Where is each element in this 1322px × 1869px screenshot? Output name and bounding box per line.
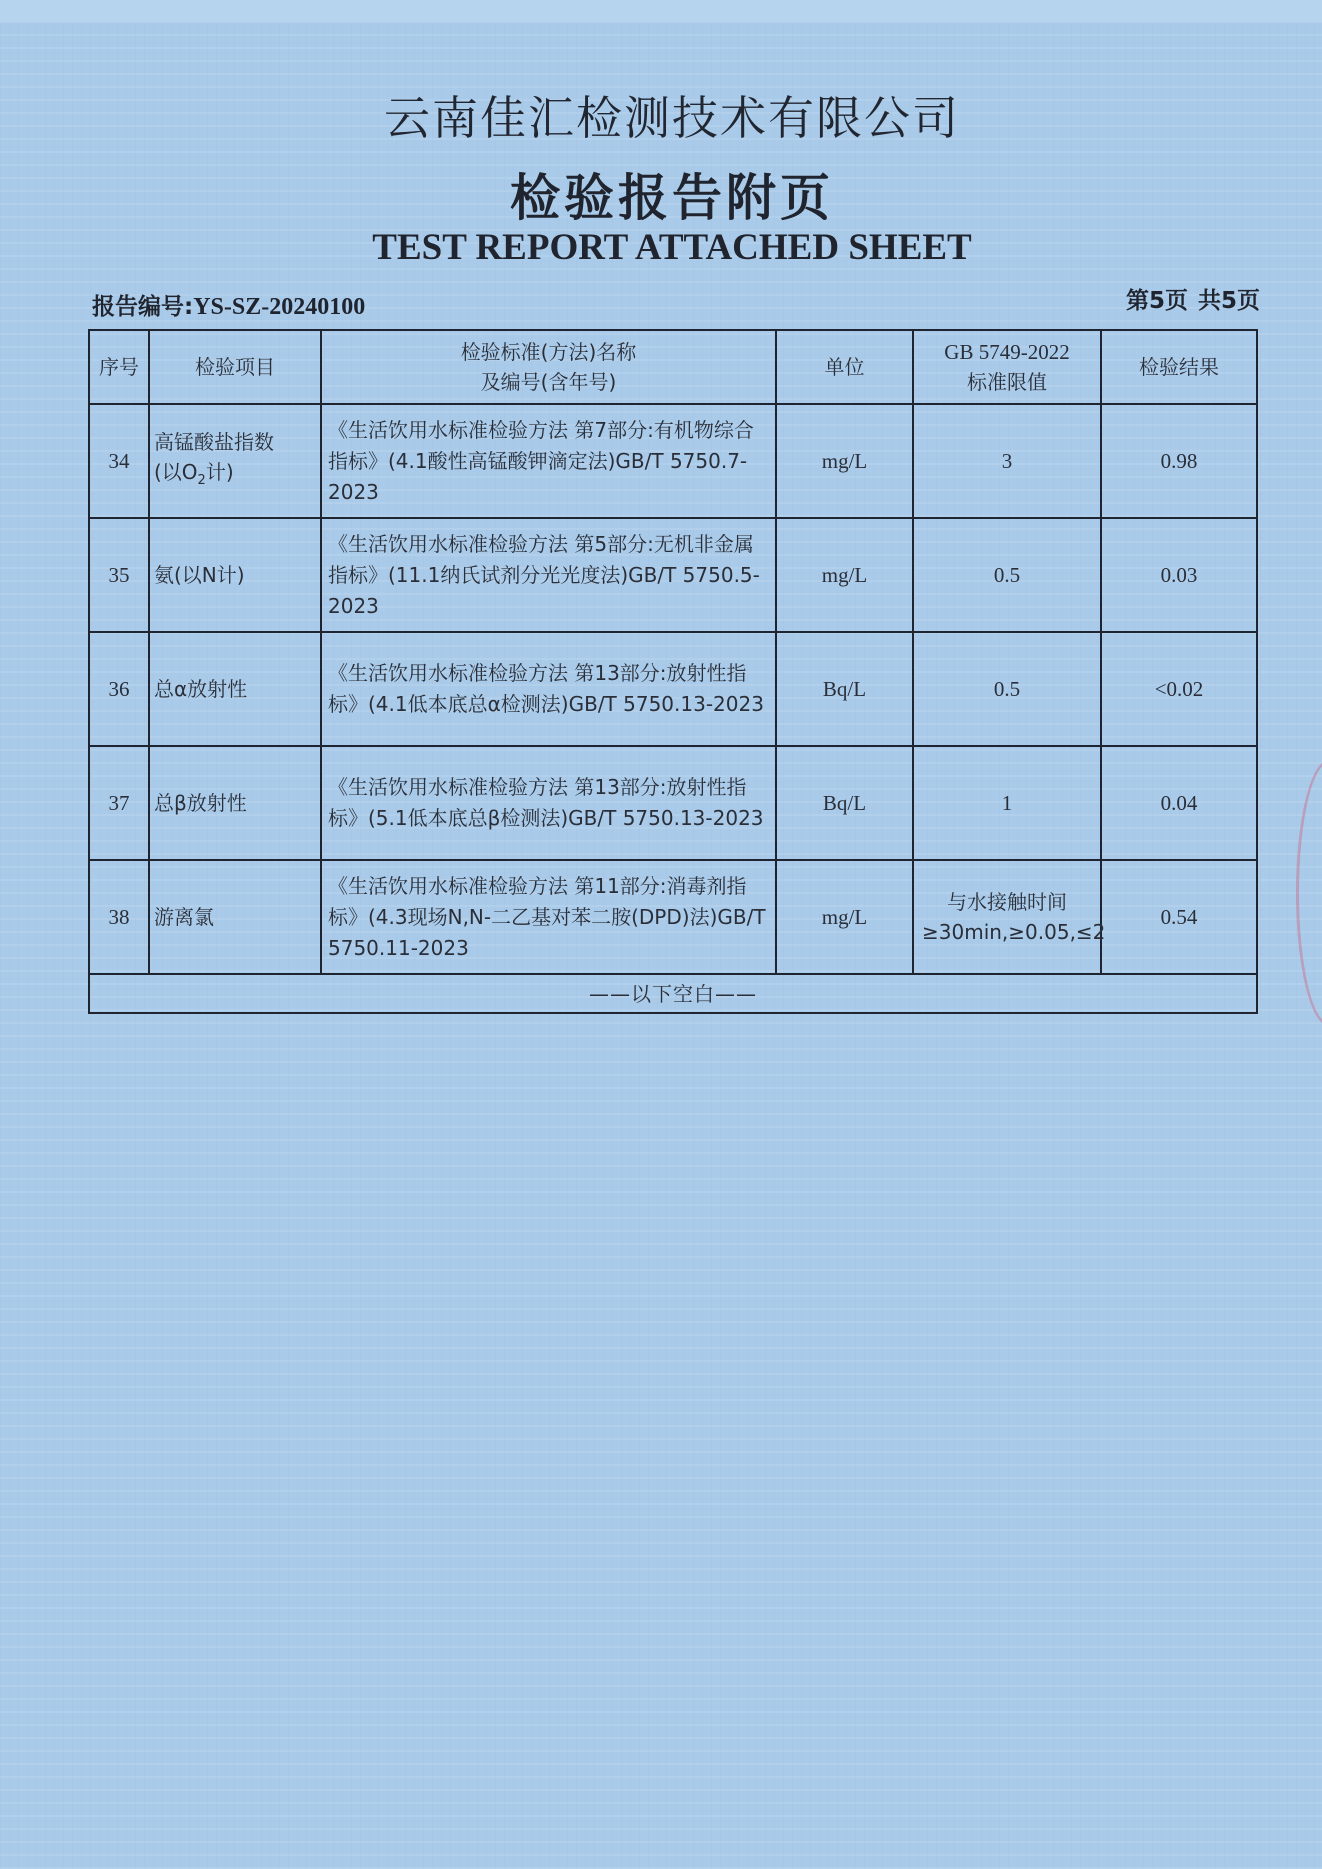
row-standard: 《生活饮用水标准检验方法 第13部分:放射性指标》(5.1低本底总β检测法)GB/T 5750.13-2023 — [321, 746, 776, 860]
table-row — [89, 632, 1257, 746]
row-standard: 《生活饮用水标准检验方法 第13部分:放射性指标》(4.1低本底总α检测法)GB/T 5750.13-2023 — [321, 632, 776, 746]
row-item: 总β放射性 — [149, 746, 321, 860]
row-item — [149, 404, 321, 518]
row-result: 0.04 — [1101, 746, 1257, 860]
table-row — [89, 746, 1257, 860]
page-current: 第5页 — [1125, 288, 1188, 314]
col-header-standard — [321, 330, 776, 404]
report-number-label: 报告编号: — [92, 294, 194, 320]
report-number-value: YS-SZ-20240100 — [193, 294, 366, 320]
table-row — [89, 860, 1257, 974]
row-limit: 0.5 — [913, 632, 1101, 746]
row-item-line1: 高锰酸盐指数 — [154, 429, 274, 454]
row-limit: 3 — [913, 404, 1101, 518]
results-table — [88, 329, 1258, 1014]
row-item-line2 — [154, 457, 320, 496]
row-unit: mg/L — [776, 518, 913, 632]
row-unit: mg/L — [776, 404, 913, 518]
row-result: 0.98 — [1101, 404, 1257, 518]
table-header-row — [89, 330, 1257, 404]
row-item: 游离氯 — [149, 860, 321, 974]
col-header-standard-line1: 检验标准(方法)名称 — [460, 340, 637, 364]
table-row — [89, 518, 1257, 632]
row-item-paren-close: 计) — [205, 459, 234, 484]
row-standard: 《生活饮用水标准检验方法 第7部分:有机物综合指标》(4.1酸性高锰酸钾滴定法)GB/T 5750.7-2023 — [321, 404, 776, 518]
blank-row — [89, 974, 1257, 1013]
sheet-title-cn: 检验报告附页 — [510, 169, 834, 227]
row-result: <0.02 — [1101, 632, 1257, 746]
top-margin-strip — [0, 0, 1322, 22]
sheet-title-en: TEST REPORT ATTACHED SHEET — [372, 227, 972, 268]
col-header-limit — [913, 330, 1101, 404]
row-limit: 1 — [913, 746, 1101, 860]
row-result: 0.54 — [1101, 860, 1257, 974]
row-standard: 《生活饮用水标准检验方法 第5部分:无机非金属指标》(11.1纳氏试剂分光光度法)GB/T 5750.5-2023 — [321, 518, 776, 632]
seal-stamp-fragment — [1296, 760, 1322, 1026]
report-number — [92, 288, 365, 321]
col-header-limit-line1: GB 5749-2022 — [944, 340, 1070, 364]
col-header-unit: 单位 — [776, 330, 913, 404]
col-header-limit-line2: 标准限值 — [967, 370, 1047, 394]
page-indicator — [1126, 282, 1260, 315]
row-seq: 36 — [89, 632, 149, 746]
page-total: 共5页 — [1197, 288, 1260, 314]
row-unit: mg/L — [776, 860, 913, 974]
row-seq: 38 — [89, 860, 149, 974]
table-row — [89, 404, 1257, 518]
blank-note: ——以下空白—— — [89, 974, 1257, 1013]
row-seq: 35 — [89, 518, 149, 632]
row-seq: 34 — [89, 404, 149, 518]
col-header-result: 检验结果 — [1101, 330, 1257, 404]
row-unit: Bq/L — [776, 746, 913, 860]
row-limit: 0.5 — [913, 518, 1101, 632]
row-item-paren-open: (以O — [154, 459, 198, 484]
row-item: 氨(以N计) — [149, 518, 321, 632]
row-unit: Bq/L — [776, 632, 913, 746]
row-item: 总α放射性 — [149, 632, 321, 746]
col-header-item: 检验项目 — [149, 330, 321, 404]
row-seq: 37 — [89, 746, 149, 860]
row-standard: 《生活饮用水标准检验方法 第11部分:消毒剂指标》(4.3现场N,N-二乙基对苯二胺(DPD)法)GB/T 5750.11-2023 — [321, 860, 776, 974]
row-limit: 与水接触时间≥30min,≥0.05,≤2 — [913, 860, 1101, 974]
row-item-subscript: 2 — [197, 472, 206, 488]
col-header-standard-line2: 及编号(含年号) — [480, 370, 617, 394]
company-name: 云南佳汇检测技术有限公司 — [384, 91, 960, 145]
row-result: 0.03 — [1101, 518, 1257, 632]
col-header-seq: 序号 — [89, 330, 149, 404]
